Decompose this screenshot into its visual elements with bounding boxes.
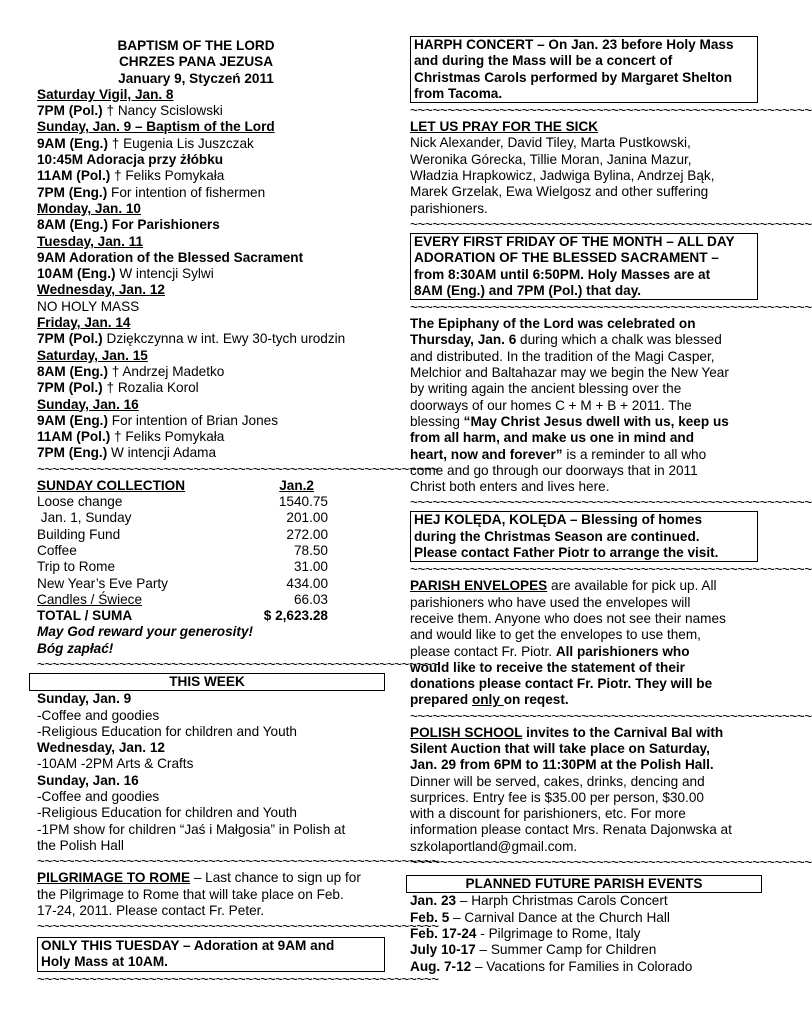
epiphany-text: blessing bbox=[410, 413, 464, 429]
collection-row bbox=[37, 527, 328, 543]
mass-entry bbox=[37, 364, 385, 380]
envelopes-title: PARISH ENVELOPES bbox=[410, 578, 548, 594]
future-event-text: – Harph Christmas Carols Concert bbox=[456, 893, 668, 909]
epiphany-text: Christ both enters and lives here. bbox=[410, 479, 610, 495]
future-event-date: Aug. 7-12 bbox=[410, 958, 472, 974]
week-day: Sunday, Jan. 16 bbox=[37, 772, 139, 788]
future-events-heading: PLANNED FUTURE PARISH EVENTS bbox=[406, 875, 762, 893]
bulletin-title: BAPTISM OF THE LORD bbox=[117, 38, 275, 53]
mass-entry bbox=[37, 282, 385, 298]
sick-names: parishioners. bbox=[410, 200, 488, 216]
separator: ~~~~~~~~~~~~~~~~~~~~~~~~~~~~~~~~~~~~~~~~~~~~~~~~~~~~~~ bbox=[410, 562, 812, 578]
future-event-date: Feb. 5 bbox=[410, 909, 450, 925]
envelopes-text: All parishioners who bbox=[555, 643, 690, 659]
mass-intention: For intention of fishermen bbox=[107, 184, 266, 200]
school-text: Jan. 29 from 6PM to 11:30PM at the Polish Hall. bbox=[410, 757, 714, 773]
epiphany-blessing: heart, now and forever” bbox=[410, 446, 563, 462]
mass-intention: † Feliks Pomykała bbox=[110, 429, 225, 445]
separator: ~~~~~~~~~~~~~~~~~~~~~~~~~~~~~~~~~~~~~~~~~~~~~~~~~~~~~~ bbox=[37, 656, 439, 672]
mass-time: 10AM (Eng.) bbox=[37, 266, 116, 282]
this-week-list bbox=[37, 691, 385, 854]
collection-total-label: TOTAL / SUMA bbox=[37, 608, 133, 624]
mass-time: 11AM (Pol.) bbox=[37, 429, 111, 445]
envelopes-text: donations please contact Fr. Piotr. They will be bbox=[410, 676, 713, 692]
mass-entry bbox=[37, 119, 385, 135]
sick-list bbox=[410, 119, 758, 217]
week-item: -Coffee and goodies bbox=[37, 707, 160, 723]
collection-label: Building Fund bbox=[37, 526, 121, 542]
collection-row bbox=[37, 592, 328, 608]
mass-intention: † Eugenia Lis Juszczak bbox=[107, 135, 254, 151]
mass-day: Sunday, Jan. 16 bbox=[37, 396, 139, 412]
mass-intention: † Feliks Pomykała bbox=[110, 168, 225, 184]
future-event bbox=[410, 942, 758, 958]
thanks-polish: Bóg zapłać! bbox=[37, 640, 114, 656]
concert-box bbox=[410, 36, 758, 103]
future-event-text: - Pilgrimage to Rome, Italy bbox=[476, 925, 641, 941]
future-events-list bbox=[410, 893, 758, 974]
school-text: Silent Auction that will take place on Saturday, bbox=[410, 740, 710, 756]
mass-intention: W intencji Sylwi bbox=[115, 266, 214, 282]
mass-time: 7PM (Pol.) bbox=[37, 380, 103, 396]
epiphany-text: come and go through our doorways that in 2011 bbox=[410, 462, 698, 478]
collection-label: New Year’s Eve Party bbox=[37, 575, 168, 591]
separator: ~~~~~~~~~~~~~~~~~~~~~~~~~~~~~~~~~~~~~~~~~~~~~~~~~~~~~~ bbox=[37, 919, 439, 935]
mass-schedule bbox=[37, 87, 385, 462]
envelopes-text: please contact Fr. Piotr. bbox=[410, 643, 556, 659]
mass-day: Friday, Jan. 14 bbox=[37, 315, 131, 331]
separator: ~~~~~~~~~~~~~~~~~~~~~~~~~~~~~~~~~~~~~~~~~~~~~~~~~~~~~~ bbox=[410, 216, 812, 232]
envelopes-text: only bbox=[471, 692, 504, 708]
week-item: the Polish Hall bbox=[37, 837, 124, 853]
mass-time: 9AM (Eng.) bbox=[37, 135, 108, 151]
collection-amount: 434.00 bbox=[286, 575, 328, 591]
epiphany-notice bbox=[410, 316, 758, 495]
collection-column: Jan.2 bbox=[279, 477, 314, 493]
pilgrimage-text: – Last chance to sign up for bbox=[190, 870, 361, 886]
mass-entry bbox=[37, 152, 385, 168]
collection-row bbox=[37, 543, 328, 559]
mass-entry bbox=[37, 445, 385, 461]
pilgrimage-title: PILGRIMAGE TO ROME bbox=[37, 870, 191, 886]
week-item: -Religious Education for children and Youth bbox=[37, 723, 297, 739]
mass-time: 7PM (Pol.) bbox=[37, 103, 103, 119]
mass-day: Monday, Jan. 10 bbox=[37, 200, 141, 216]
sick-names: Władzia Hrapkowicz, Jadwiga Bylina, Andrzej Bąk, bbox=[410, 168, 715, 184]
collection-amount: 201.00 bbox=[286, 510, 328, 526]
separator: ~~~~~~~~~~~~~~~~~~~~~~~~~~~~~~~~~~~~~~~~~~~~~~~~~~~~~~ bbox=[410, 300, 812, 316]
epiphany-text: during which a chalk was blessed bbox=[516, 332, 722, 348]
week-day: Sunday, Jan. 9 bbox=[37, 691, 132, 707]
collection-label: Jan. 1, Sunday bbox=[37, 510, 132, 526]
epiphany-text: by writing again the ancient blessing over the bbox=[410, 381, 682, 397]
mass-entry bbox=[37, 168, 385, 184]
envelopes-text: are available for pick up. All bbox=[547, 578, 717, 594]
future-event bbox=[410, 910, 758, 926]
first-friday-box bbox=[410, 233, 758, 300]
koleda-text: Please contact Father Piotr to arrange the visit. bbox=[414, 545, 719, 561]
future-event-date: Jan. 23 bbox=[410, 893, 457, 909]
concert-text: from Tacoma. bbox=[414, 85, 503, 101]
mass-intention: W intencji Adama bbox=[107, 445, 217, 461]
school-text: invites to the Carnival Bal with bbox=[522, 724, 724, 740]
mass-entry bbox=[37, 266, 385, 282]
future-event bbox=[410, 926, 758, 942]
mass-day: Tuesday, Jan. 11 bbox=[37, 233, 144, 249]
koleda-text: during the Christmas Season are continued. bbox=[414, 528, 700, 544]
week-item: -1PM show for children “Jaś i Małgosia” in Polish at bbox=[37, 821, 346, 837]
future-event-text: – Summer Camp for Children bbox=[475, 942, 657, 958]
future-event-text: – Carnival Dance at the Church Hall bbox=[449, 909, 670, 925]
collection-heading: SUNDAY COLLECTION bbox=[37, 477, 186, 493]
tuesday-adoration-box bbox=[37, 937, 385, 972]
mass-day: Saturday Vigil, Jan. 8 bbox=[37, 86, 174, 102]
mass-intention: † Andrzej Madetko bbox=[107, 363, 225, 379]
sick-title: LET US PRAY FOR THE SICK bbox=[410, 119, 599, 135]
collection-total-value: $ 2,623.28 bbox=[263, 608, 328, 624]
mass-time: 7PM (Eng.) bbox=[37, 184, 108, 200]
envelopes-text: receive them. Anyone who does not see their names bbox=[410, 610, 726, 626]
sick-names: Marek Grzelak, Ewa Wielgosz and other suffering bbox=[410, 184, 709, 200]
separator: ~~~~~~~~~~~~~~~~~~~~~~~~~~~~~~~~~~~~~~~~~~~~~~~~~~~~~~ bbox=[410, 855, 812, 871]
mass-time: 7PM (Eng.) bbox=[37, 445, 108, 461]
concert-text: HARPH CONCERT – On Jan. 23 before Holy Mass bbox=[414, 37, 734, 52]
school-text: Dinner will be served, cakes, drinks, dencing and bbox=[410, 773, 705, 789]
polish-school-notice bbox=[410, 725, 758, 855]
separator: ~~~~~~~~~~~~~~~~~~~~~~~~~~~~~~~~~~~~~~~~~~~~~~~~~~~~~~ bbox=[37, 854, 439, 870]
mass-intention: For intention of Brian Jones bbox=[107, 412, 278, 428]
pilgrimage-notice bbox=[37, 870, 385, 919]
sick-names: Weronika Górecka, Tillie Moran, Janina Mazur, bbox=[410, 151, 692, 167]
collection-amount: 31.00 bbox=[293, 559, 328, 575]
tuesday-text: Holy Mass at 10AM. bbox=[41, 954, 168, 970]
separator: ~~~~~~~~~~~~~~~~~~~~~~~~~~~~~~~~~~~~~~~~~~~~~~~~~~~~~~ bbox=[410, 495, 812, 511]
mass-entry bbox=[37, 380, 385, 396]
first-friday-text: 8AM (Eng.) and 7PM (Pol.) that day. bbox=[414, 282, 642, 298]
mass-entry bbox=[37, 136, 385, 152]
mass-entry bbox=[37, 413, 385, 429]
future-event-text: – Vacations for Families in Colorado bbox=[471, 958, 693, 974]
concert-text: Christmas Carols performed by Margaret Shelton bbox=[414, 69, 733, 85]
epiphany-text: is a reminder to all who bbox=[562, 446, 707, 462]
epiphany-text: Melchior and Baltahazar may we begin the New Year bbox=[410, 365, 729, 381]
epiphany-blessing: “May Christ Jesus dwell with us, keep us bbox=[463, 413, 729, 429]
mass-entry bbox=[37, 299, 385, 315]
thanks-english: May God reward your generosity! bbox=[37, 624, 254, 640]
epiphany-text: The Epiphany of the Lord was celebrated on bbox=[410, 316, 696, 332]
separator: ~~~~~~~~~~~~~~~~~~~~~~~~~~~~~~~~~~~~~~~~~~~~~~~~~~~~~~ bbox=[37, 971, 439, 987]
future-event bbox=[410, 893, 758, 909]
envelopes-text: would like to receive the statement of their bbox=[410, 659, 685, 675]
first-friday-text: ADORATION OF THE BLESSED SACRAMENT – bbox=[414, 250, 719, 266]
collection-row bbox=[37, 510, 328, 526]
bulletin-header bbox=[7, 38, 385, 87]
koleda-text: HEJ KOLĘDA, KOLĘDA – Blessing of homes bbox=[414, 512, 703, 528]
mass-time: 8AM (Eng.) bbox=[37, 363, 108, 379]
collection-amount: 78.50 bbox=[293, 542, 328, 558]
envelopes-text: and would like to get the envelopes to use them, bbox=[410, 627, 701, 643]
collection-row bbox=[37, 494, 328, 510]
separator: ~~~~~~~~~~~~~~~~~~~~~~~~~~~~~~~~~~~~~~~~~~~~~~~~~~~~~~ bbox=[410, 708, 812, 724]
mass-entry bbox=[37, 331, 385, 347]
right-column bbox=[410, 37, 812, 975]
week-item: -Coffee and goodies bbox=[37, 789, 160, 805]
mass-entry bbox=[37, 87, 385, 103]
mass-note: 8AM (Eng.) For Parishioners bbox=[37, 217, 220, 233]
collection-label: Coffee bbox=[37, 542, 77, 558]
pilgrimage-text: 17-24, 2011. Please contact Fr. Peter. bbox=[37, 902, 265, 918]
mass-entry bbox=[37, 234, 385, 250]
mass-intention: † Rozalia Korol bbox=[102, 380, 199, 396]
mass-entry bbox=[37, 185, 385, 201]
epiphany-text: Thursday, Jan. 6 bbox=[410, 332, 517, 348]
school-text: surprices. Entry fee is $35.00 per person, $30.00 bbox=[410, 789, 704, 805]
tuesday-text: ONLY THIS TUESDAY – Adoration at 9AM and bbox=[41, 938, 335, 954]
mass-entry bbox=[37, 201, 385, 217]
envelopes-text: parishioners who have used the envelopes will bbox=[410, 594, 691, 610]
mass-entry bbox=[37, 348, 385, 364]
mass-entry bbox=[37, 103, 385, 119]
concert-text: and during the Mass will be a concert of bbox=[414, 53, 673, 69]
first-friday-text: from 8:30AM until 6:50PM. Holy Masses are at bbox=[414, 266, 711, 282]
sick-names: Nick Alexander, David Tiley, Marta Pustkowski, bbox=[410, 135, 691, 151]
mass-day: Wednesday, Jan. 12 bbox=[37, 282, 165, 298]
mass-time: 7PM (Pol.) bbox=[37, 331, 103, 347]
sunday-collection bbox=[37, 478, 385, 657]
collection-amount: 1540.75 bbox=[278, 494, 328, 510]
week-day: Wednesday, Jan. 12 bbox=[37, 740, 165, 756]
school-text: information please contact Mrs. Renata Dajonwska at bbox=[410, 822, 732, 838]
school-email: szkolaportland@gmail.com. bbox=[410, 838, 578, 854]
epiphany-blessing: from all harm, and make us one in mind and bbox=[410, 430, 695, 446]
school-title: POLISH SCHOOL bbox=[410, 724, 523, 740]
parish-envelopes-notice bbox=[410, 578, 758, 708]
mass-note: 9AM Adoration of the Blessed Sacrament bbox=[37, 249, 304, 265]
mass-intention: Dziękczynna w int. Ewy 30-tych urodzin bbox=[102, 331, 346, 347]
collection-row bbox=[37, 559, 328, 575]
epiphany-text: and distributed. In the tradition of the Magi Casper, bbox=[410, 348, 715, 364]
collection-label: Candles / Świece bbox=[37, 591, 143, 607]
future-event bbox=[410, 959, 758, 975]
future-event-date: July 10-17 bbox=[410, 942, 476, 958]
mass-entry bbox=[37, 397, 385, 413]
collection-label: Loose change bbox=[37, 494, 123, 510]
mass-note: NO HOLY MASS bbox=[37, 298, 140, 314]
separator: ~~~~~~~~~~~~~~~~~~~~~~~~~~~~~~~~~~~~~~~~~~~~~~~~~~~~~~ bbox=[410, 103, 812, 119]
future-event-date: Feb. 17-24 bbox=[410, 925, 477, 941]
mass-intention: † Nancy Scislowski bbox=[102, 103, 223, 119]
first-friday-text: EVERY FIRST FRIDAY OF THE MONTH – ALL DAY bbox=[414, 233, 735, 249]
envelopes-text: prepared bbox=[410, 692, 472, 708]
mass-entry bbox=[37, 250, 385, 266]
mass-entry bbox=[37, 315, 385, 331]
mass-entry bbox=[37, 429, 385, 445]
mass-day: Sunday, Jan. 9 – Baptism of the Lord bbox=[37, 119, 275, 135]
collection-amount: 66.03 bbox=[293, 591, 328, 607]
pilgrimage-text: the Pilgrimage to Rome that will take place on Feb. bbox=[37, 886, 344, 902]
collection-label: Trip to Rome bbox=[37, 559, 116, 575]
week-item: -10AM -2PM Arts & Crafts bbox=[37, 756, 194, 772]
this-week-heading: THIS WEEK bbox=[29, 673, 385, 691]
envelopes-text: on reqest. bbox=[503, 692, 569, 708]
bulletin-title-polish: CHRZES PANA JEZUSA bbox=[118, 54, 274, 70]
mass-time: 11AM (Pol.) bbox=[37, 168, 111, 184]
collection-amount: 272.00 bbox=[286, 526, 328, 542]
mass-note: 10:45M Adoracja przy żłóbku bbox=[37, 152, 224, 168]
separator: ~~~~~~~~~~~~~~~~~~~~~~~~~~~~~~~~~~~~~~~~~~~~~~~~~~~~~~ bbox=[37, 461, 439, 477]
school-text: with a discount for parishioners, etc. For more bbox=[410, 806, 686, 822]
mass-day: Saturday, Jan. 15 bbox=[37, 347, 148, 363]
epiphany-text: doorways of our homes C + M + B + 2011. The bbox=[410, 397, 692, 413]
koleda-box bbox=[410, 511, 758, 562]
collection-row bbox=[37, 576, 328, 592]
week-item: -Religious Education for children and Youth bbox=[37, 805, 297, 821]
bulletin-date: January 9, Styczeń 2011 bbox=[118, 70, 274, 86]
mass-time: 9AM (Eng.) bbox=[37, 412, 108, 428]
mass-entry bbox=[37, 217, 385, 233]
